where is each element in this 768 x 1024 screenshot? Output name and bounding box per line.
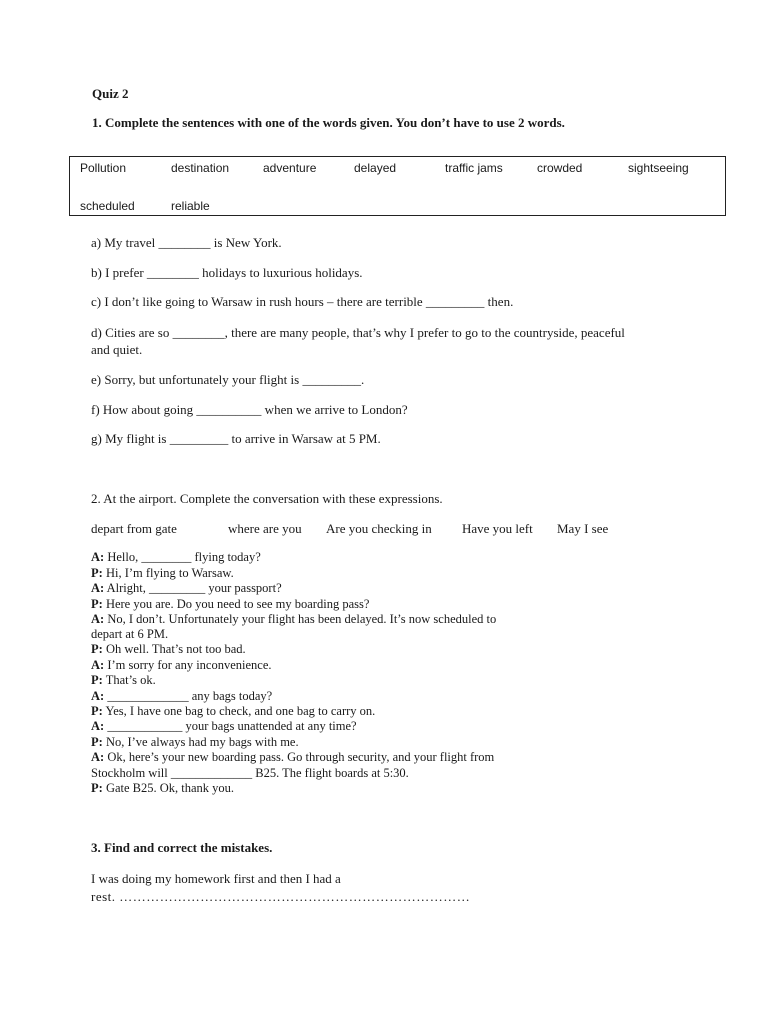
word-bank-box (69, 156, 726, 216)
expression-item: Have you left (462, 521, 533, 536)
dialogue-line (91, 673, 156, 688)
word-bank-item: adventure (263, 161, 317, 175)
quiz-title: Quiz 2 (92, 86, 129, 101)
dialogue-text: I’m sorry for any inconvenience. (104, 658, 272, 672)
speaker-label: A: (91, 612, 105, 626)
dialogue-line (91, 750, 494, 765)
dialogue-text: Oh well. That’s not too bad. (102, 642, 246, 656)
word-bank-item: reliable (171, 199, 210, 213)
speaker-label: P: (91, 566, 103, 580)
speaker-label: A: (91, 750, 105, 764)
word-bank-item: scheduled (80, 199, 135, 213)
answer-line: rest. …………………………………………………………………… (91, 889, 471, 904)
dialogue-line (91, 597, 369, 612)
speaker-label: A: (91, 689, 105, 703)
dialogue-text: depart at 6 PM. (91, 627, 169, 641)
dialogue-line (91, 719, 357, 734)
expression-item: May I see (557, 521, 609, 536)
word-bank-item: sightseeing (628, 161, 689, 175)
sentence-g: g) My flight is _________ to arrive in Warsaw at 5 PM. (91, 431, 381, 446)
speaker-label: P: (91, 673, 103, 687)
speaker-label: P: (91, 781, 103, 795)
speaker-label: A: (91, 719, 105, 733)
word-bank-item: traffic jams (445, 161, 503, 175)
dialogue-text: No, I don’t. Unfortunately your flight has been delayed. It’s now scheduled to (104, 612, 497, 626)
dialogue-text: Gate B25. Ok, thank you. (102, 781, 235, 795)
dialogue-line (91, 642, 246, 657)
word-bank-item: delayed (354, 161, 397, 175)
question-2-heading: 2. At the airport. Complete the conversation with these expressions. (91, 491, 443, 506)
word-bank-item: Pollution (80, 161, 127, 175)
dialogue-line (91, 704, 375, 719)
dialogue-text: ____________ your bags unattended at any time? (104, 719, 357, 733)
speaker-label: P: (91, 597, 103, 611)
question-1-heading: 1. Complete the sentences with one of the words given. You don’t have to use 2 words. (92, 115, 565, 130)
expression-item: Are you checking in (326, 521, 432, 536)
dialogue-line (91, 627, 168, 642)
speaker-label: A: (91, 658, 105, 672)
dialogue-text: Stockholm will _____________ B25. The flight boards at 5:30. (91, 766, 409, 780)
dialogue-text: No, I’ve always had my bags with me. (102, 735, 299, 749)
sentence-c: c) I don’t like going to Warsaw in rush hours – there are terrible _________ then. (91, 294, 514, 309)
dialogue-line (91, 612, 496, 627)
sentence-e: e) Sorry, but unfortunately your flight is _________. (91, 372, 365, 387)
dialogue-text: Yes, I have one bag to check, and one bag to carry on. (102, 704, 376, 718)
word-bank-item: crowded (537, 161, 583, 175)
speaker-label: A: (91, 581, 105, 595)
dialogue-line (91, 781, 234, 796)
speaker-label: A: (91, 550, 105, 564)
dialogue-line (91, 766, 409, 781)
speaker-label: P: (91, 642, 103, 656)
sentence-b: b) I prefer ________ holidays to luxurious holidays. (91, 265, 363, 280)
dialogue-text: Ok, here’s your new boarding pass. Go through security, and your flight from (104, 750, 495, 764)
dialogue-line (91, 658, 272, 673)
sentence-d-continued: and quiet. (91, 342, 143, 357)
question-3-heading: 3. Find and correct the mistakes. (91, 840, 273, 855)
dialogue-text: Alright, _________ your passport? (104, 581, 282, 595)
expression-item: depart from gate (91, 521, 177, 536)
speaker-label: P: (91, 704, 103, 718)
dialogue-line (91, 735, 299, 750)
dialogue-text: Hi, I’m flying to Warsaw. (102, 566, 234, 580)
dialogue-line (91, 566, 234, 581)
dialogue-text: _____________ any bags today? (104, 689, 273, 703)
mistake-sentence: I was doing my homework first and then I had a (91, 871, 341, 886)
dialogue-line (91, 689, 272, 704)
sentence-d: d) Cities are so ________, there are many people, that’s why I prefer to go to the countryside, peaceful (91, 325, 625, 340)
expression-item: where are you (228, 521, 302, 536)
word-bank-item: destination (171, 161, 230, 175)
dialogue-text: That’s ok. (102, 673, 156, 687)
dialogue-text: Here you are. Do you need to see my boarding pass? (102, 597, 370, 611)
sentence-a: a) My travel ________ is New York. (91, 235, 282, 250)
dialogue-line (91, 581, 282, 596)
dialogue-line (91, 550, 261, 565)
sentence-f: f) How about going __________ when we arrive to London? (91, 402, 408, 417)
dialogue-text: Hello, ________ flying today? (104, 550, 261, 564)
speaker-label: P: (91, 735, 103, 749)
